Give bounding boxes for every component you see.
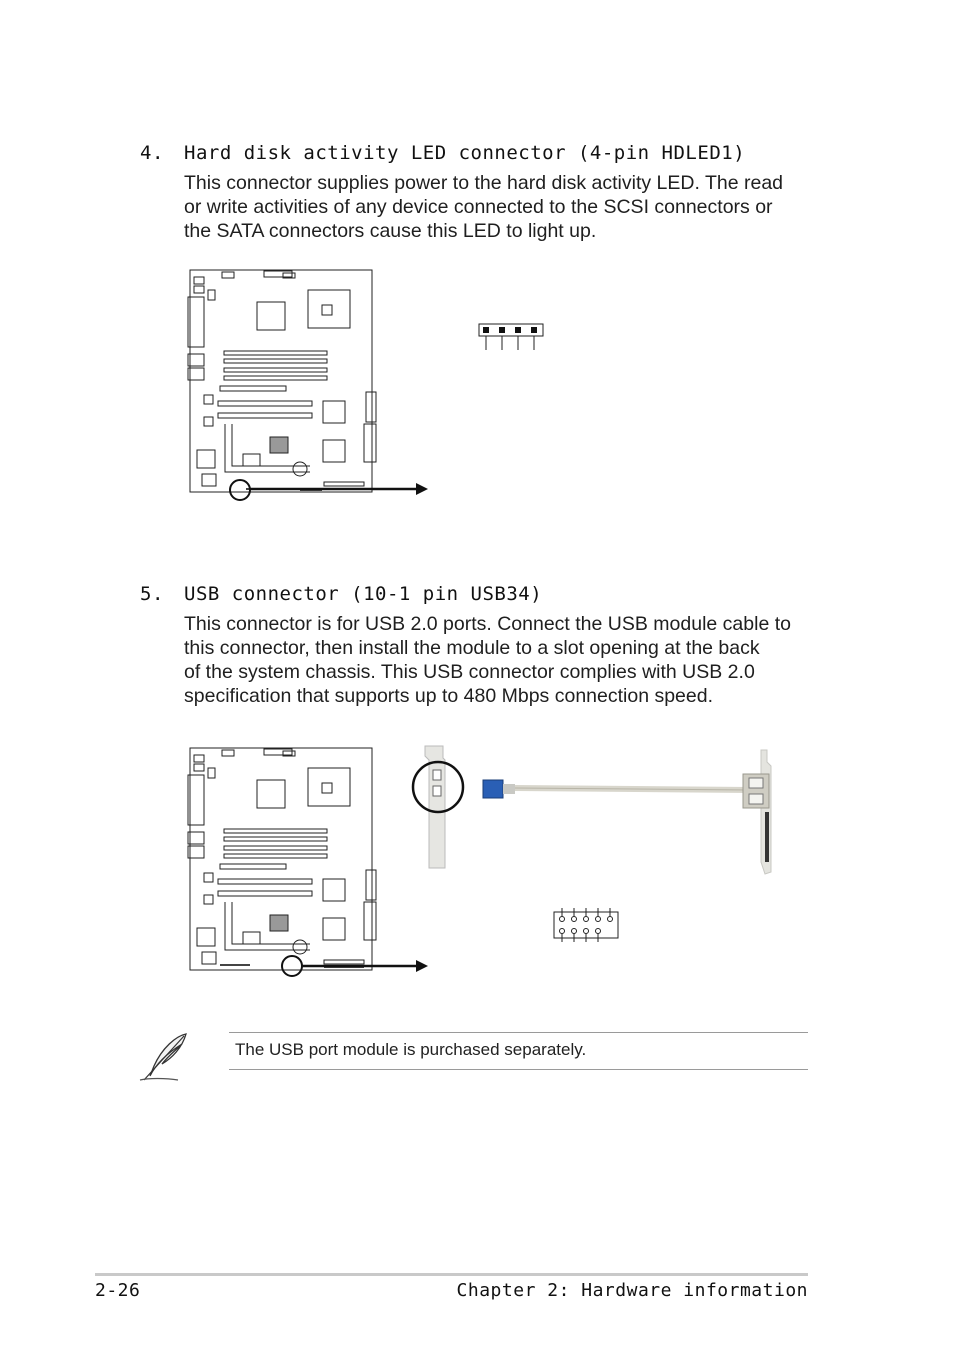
usb-bracket-module-illustration xyxy=(405,742,790,877)
section-5-line: This connector is for USB 2.0 ports. Connect the USB module cable to xyxy=(184,613,791,635)
motherboard-layout-diagram-hdled xyxy=(180,262,440,507)
motherboard-layout-diagram-usb xyxy=(180,740,440,985)
section-5-title: USB connector (10-1 pin USB34) xyxy=(184,583,543,605)
section-4-line: This connector supplies power to the hard disk activity LED. The read xyxy=(184,172,784,194)
section-4-number: 4. xyxy=(140,142,164,164)
section-4-body xyxy=(184,171,814,243)
note-text: The USB port module is purchased separately. xyxy=(235,1040,587,1059)
note-top-rule xyxy=(229,1032,808,1033)
chapter-title: Chapter 2: Hardware information xyxy=(456,1280,808,1301)
footer-rule xyxy=(95,1273,808,1276)
section-5-line: this connector, then install the module to a slot opening at the back xyxy=(184,637,760,659)
feather-quill-icon xyxy=(136,1030,196,1085)
note-bottom-rule xyxy=(229,1069,808,1070)
usb34-pin-diagram xyxy=(550,906,625,946)
section-5-line: specification that supports up to 480 Mbps connection speed. xyxy=(184,685,714,707)
section-4-line: the SATA connectors cause this LED to light up. xyxy=(184,220,597,242)
hdled-pin-diagram xyxy=(476,320,546,360)
section-4-line: or write activities of any device connected to the SCSI connectors or xyxy=(184,196,773,218)
section-5-number: 5. xyxy=(140,583,164,605)
section-5-heading xyxy=(140,583,542,605)
section-4-heading xyxy=(140,142,745,164)
section-4-title: Hard disk activity LED connector (4-pin HDLED1) xyxy=(184,142,746,164)
section-5-body xyxy=(184,612,814,708)
section-5-line: of the system chassis. This USB connector complies with USB 2.0 xyxy=(184,661,755,683)
page-number: 2-26 xyxy=(95,1280,141,1301)
